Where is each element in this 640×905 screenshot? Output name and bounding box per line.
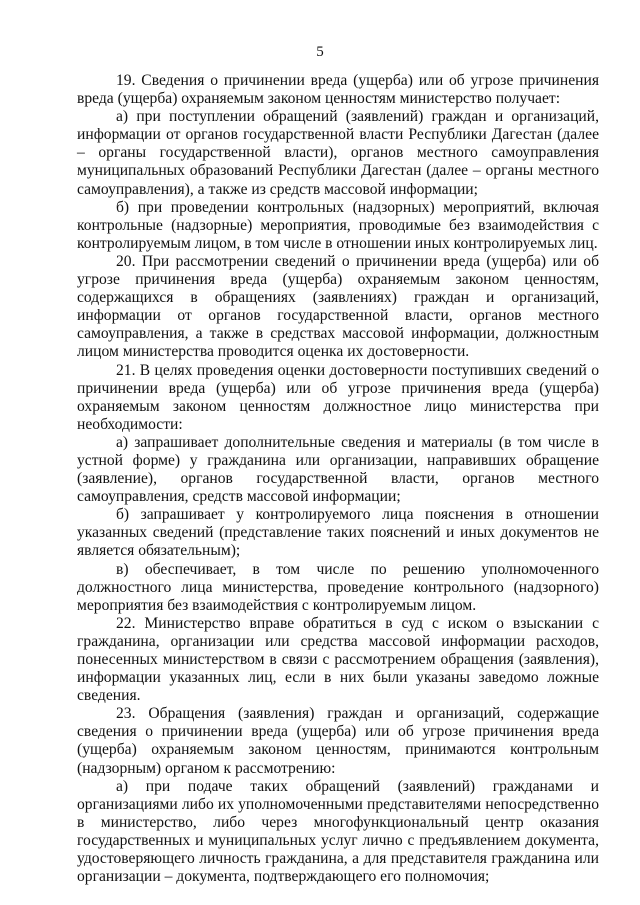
paragraph-21-b: б) запрашивает у контролируемого лица пояснения в отношении указанных сведений (представление таких пояснений и иных документов не является обязательным); xyxy=(77,506,599,560)
paragraph-23-a: а) при подаче таких обращений (заявлений) гражданами и организациями либо их уполномоченными представителями непосредственно в министерство, либо через многофункциональный центр оказания государственных и муниципальных услуг лично с предъявлением документа, удостоверяющего личность гражданина, а для представителя гражданина или организации – документа, подтверждающего его полномочия; xyxy=(77,777,599,886)
paragraph-21-c: в) обеспечивает, в том числе по решению уполномоченного должностного лица министерства, проведение контрольного (надзорного) мероприятия без взаимодействия с контролируемым лицом. xyxy=(77,560,599,614)
paragraph-22: 22. Министерство вправе обратиться в суд с иском о взыскании с гражданина, организации или средства массовой информации расходов, понесенных министерством в связи с рассмотрением обращения (заявления), информации указанных лиц, если в них были указаны заведомо ложные сведения. xyxy=(77,614,599,705)
paragraph-20: 20. При рассмотрении сведений о причинении вреда (ущерба) или об угрозе причинения вреда (ущерба) охраняемым законом ценностям, содержащихся в обращениях (заявлениях) граждан и организаций, информации от органов государственной власти, органов местного самоуправления, а также в средствах массовой информации, должностным лицом министерства проводится оценка их достоверности. xyxy=(77,252,599,361)
document-body xyxy=(77,72,599,886)
page-number: 5 xyxy=(316,44,324,60)
paragraph-21-a: а) запрашивает дополнительные сведения и материалы (в том числе в устной форме) у гражданина или организации, направивших обращение (заявление), органов государственной власти, органов местного самоуправления, средств массовой информации; xyxy=(77,433,599,506)
paragraph-19-a: а) при поступлении обращений (заявлений) граждан и организаций, информации от органов государственной власти Республики Дагестан (далее – органы государственной власти), органов местного самоуправления муниципальных образований Республики Дагестан (далее – органы местного самоуправления), а также из средств массовой информации; xyxy=(77,108,599,198)
paragraph-21: 21. В целях проведения оценки достоверности поступивших сведений о причинении вреда (ущерба) или об угрозе причинения вреда (ущерба) охраняемым законом ценностям должностное лицо министерства при необходимости: xyxy=(77,361,599,433)
paragraph-19: 19. Сведения о причинении вреда (ущерба) или об угрозе причинения вреда (ущерба) охраняемым законом ценностям министерство получает: xyxy=(77,72,599,108)
paragraph-19-b: б) при проведении контрольных (надзорных) мероприятий, включая контрольные (надзорные) мероприятия, проводимые без взаимодействия с контролируемым лицом, в том числе в отношении иных контролируемых лиц. xyxy=(77,198,599,252)
paragraph-23: 23. Обращения (заявления) граждан и организаций, содержащие сведения о причинении вреда (ущерба) или об угрозе причинения вреда (ущерба) охраняемым законом ценностям, принимаются контрольным (надзорным) органом к рассмотрению: xyxy=(77,705,599,777)
